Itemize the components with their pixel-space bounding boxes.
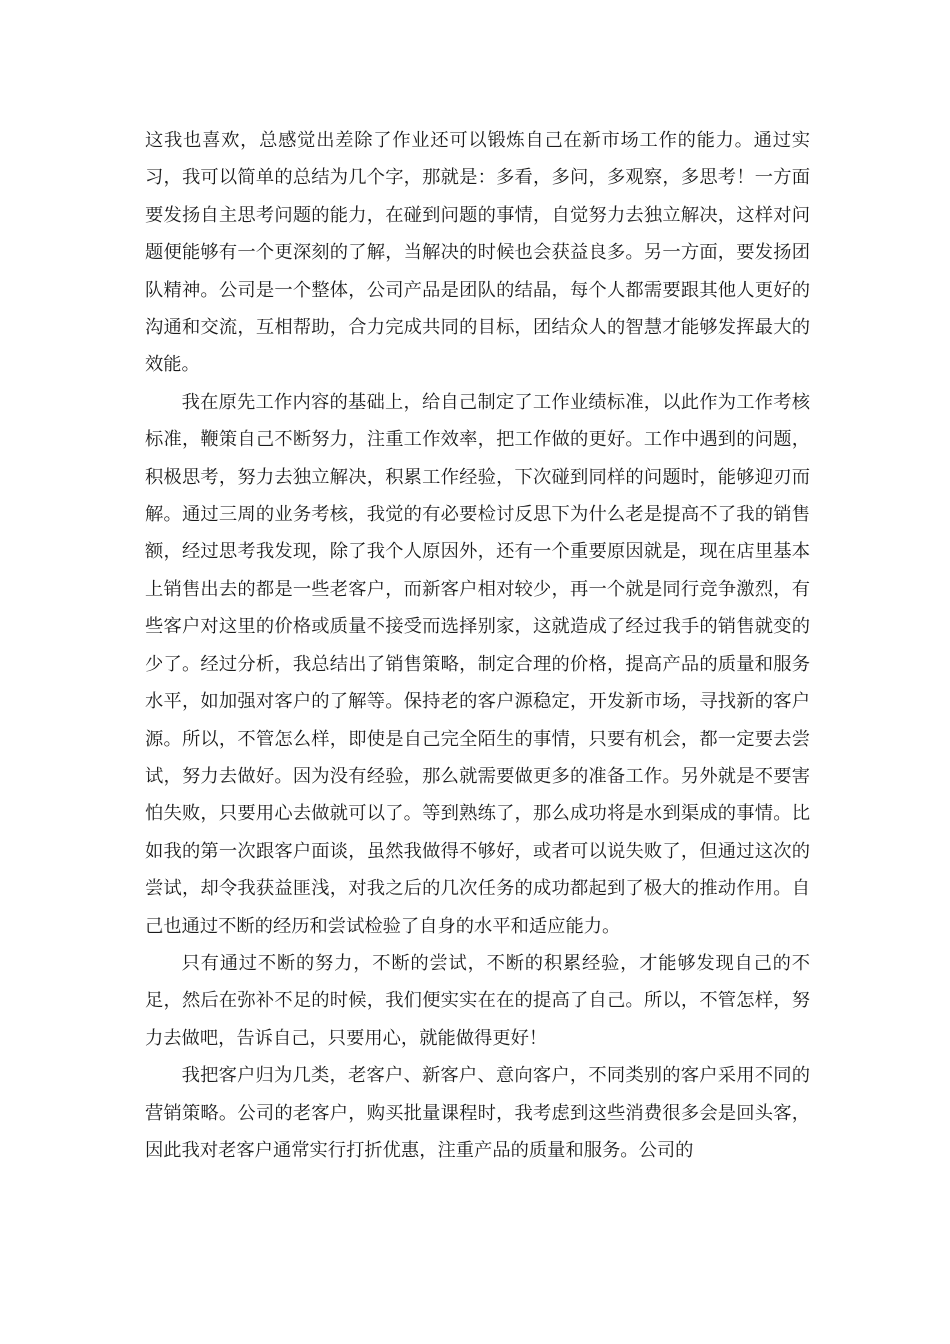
document-body [145,122,810,1169]
paragraph-1: 这我也喜欢，总感觉出差除了作业还可以锻炼自己在新市场工作的能力。通过实习，我可以简单的总结为几个字，那就是：多看，多问，多观察，多思考！一方面要发扬自主思考问题的能力，在碰到问题的事情，自觉努力去独立解决，这样对问题便能够有一个更深刻的了解，当解决的时候也会获益良多。另一方面，要发扬团队精神。公司是一个整体，公司产品是团队的结晶，每个人都需要跟其他人更好的沟通和交流，互相帮助，合力完成共同的目标，团结众人的智慧才能够发挥最大的效能。 [145,130,810,376]
paragraph-3: 只有通过不断的努力，不断的尝试，不断的积累经验，才能够发现自己的不足，然后在弥补不足的时候，我们便实实在在的提高了自己。所以，不管怎样，努力去做吧，告诉自己，只要用心，就能做得更好！ [145,952,810,1049]
paragraph-4: 我把客户归为几类，老客户、新客户、意向客户，不同类别的客户采用不同的营销策略。公司的老客户，购买批量课程时，我考虑到这些消费很多会是回头客，因此我对老客户通常实行打折优惠，注重产品的质量和服务。公司的 [145,1065,810,1161]
paragraph-2: 我在原先工作内容的基础上，给自己制定了工作业绩标准，以此作为工作考核标准，鞭策自己不断努力，注重工作效率，把工作做的更好。工作中遇到的问题，积极思考，努力去独立解决，积累工作经验，下次碰到同样的问题时，能够迎刃而解。通过三周的业务考核，我觉的有必要检讨反思下为什么老是提高不了我的销售额，经过思考我发现，除了我个人原因外，还有一个重要原因就是，现在店里基本上销售出去的都是一些老客户，而新客户相对较少，再一个就是同行竞争激烈，有些客户对这里的价格或质量不接受而选择别家，这就造成了经过我手的销售就变的少了。经过分析，我总结出了销售策略，制定合理的价格，提高产品的质量和服务水平，如加强对客户的了解等。保持老的客户源稳定，开发新市场，寻找新的客户源。所以，不管怎么样，即使是自己完全陌生的事情，只要有机会，都一定要去尝试，努力去做好。因为没有经验，那么就需要做更多的准备工作。另外就是不要害怕失败，只要用心去做就可以了。等到熟练了，那么成功将是水到渠成的事情。比如我的第一次跟客户面谈，虽然我做得不够好，或者可以说失败了，但通过这次的尝试，却令我获益匪浅，对我之后的几次任务的成功都起到了极大的推动作用。自己也通过不断的经历和尝试检验了自身的水平和适应能力。 [145,391,810,937]
